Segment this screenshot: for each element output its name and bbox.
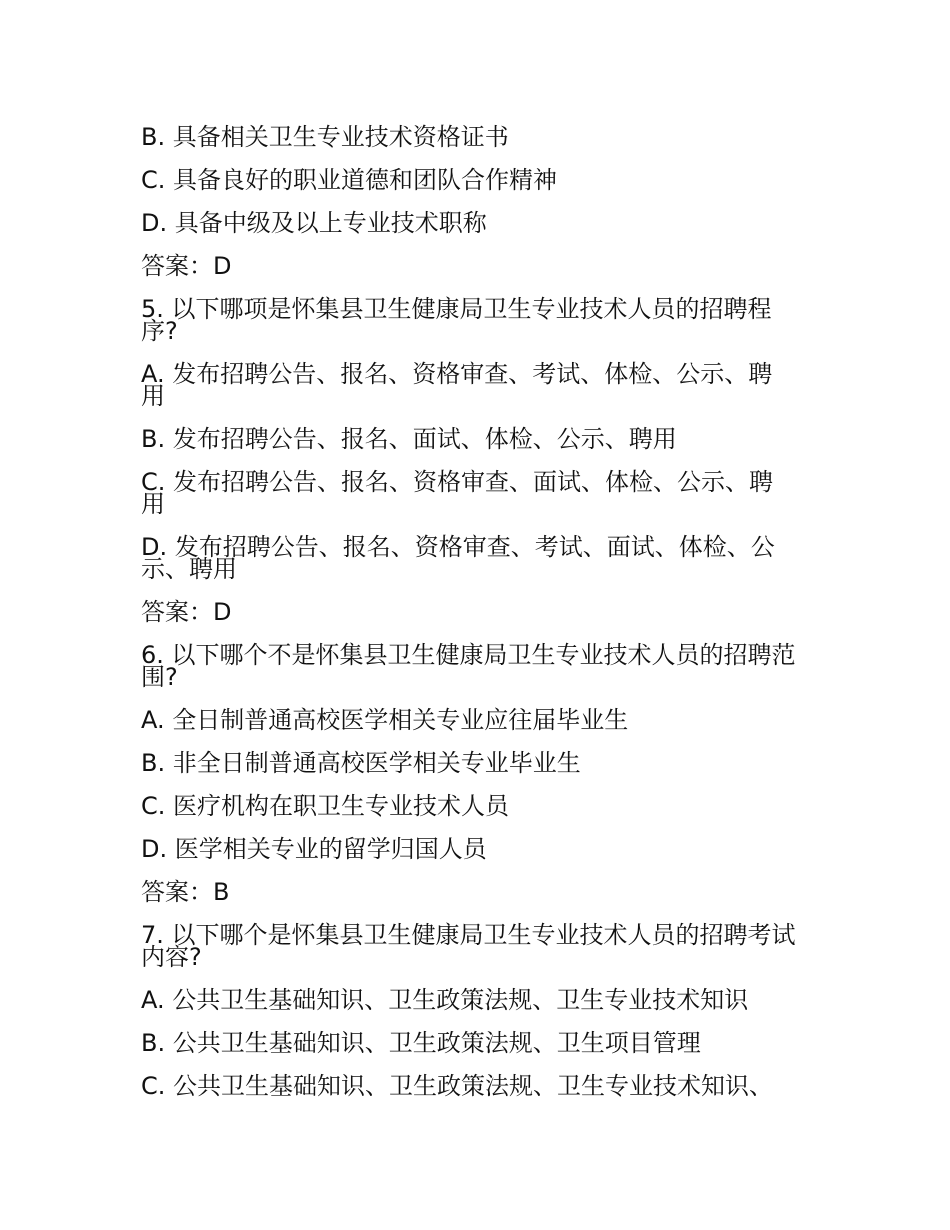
document-body bbox=[141, 123, 796, 1118]
option-b: B. 公共卫生基础知识、卫生政策法规、卫生项目管理 bbox=[141, 1029, 701, 1057]
question-6: 6. 以下哪个不是怀集县卫生健康局卫生专业技术人员的招聘范围? bbox=[141, 641, 796, 691]
option-c: C. 公共卫生基础知识、卫生政策法规、卫生专业技术知识、 bbox=[141, 1072, 774, 1100]
option-d: D. 发布招聘公告、报名、资格审查、考试、面试、体检、公示、聘用 bbox=[141, 533, 775, 583]
answer: 答案：D bbox=[141, 252, 232, 280]
option-a: A. 发布招聘公告、报名、资格审查、考试、体检、公示、聘用 bbox=[141, 360, 773, 410]
option-a: A. 全日制普通高校医学相关专业应往届毕业生 bbox=[141, 706, 629, 734]
answer: 答案：B bbox=[141, 878, 230, 906]
option-b: B. 发布招聘公告、报名、面试、体检、公示、聘用 bbox=[141, 425, 677, 453]
question-7: 7. 以下哪个是怀集县卫生健康局卫生专业技术人员的招聘考试内容? bbox=[141, 921, 796, 971]
option-d: D. 具备中级及以上专业技术职称 bbox=[141, 209, 487, 237]
option-a: A. 公共卫生基础知识、卫生政策法规、卫生专业技术知识 bbox=[141, 986, 749, 1014]
option-c: C. 医疗机构在职卫生专业技术人员 bbox=[141, 792, 510, 820]
answer: 答案：D bbox=[141, 598, 232, 626]
option-c: C. 发布招聘公告、报名、资格审查、面试、体检、公示、聘用 bbox=[141, 468, 774, 518]
question-5: 5. 以下哪项是怀集县卫生健康局卫生专业技术人员的招聘程序? bbox=[141, 295, 772, 345]
option-b: B. 非全日制普通高校医学相关专业毕业生 bbox=[141, 749, 581, 777]
option-d: D. 医学相关专业的留学归国人员 bbox=[141, 835, 487, 863]
option-c: C. 具备良好的职业道德和团队合作精神 bbox=[141, 166, 558, 194]
option-b: B. 具备相关卫生专业技术资格证书 bbox=[141, 123, 509, 151]
